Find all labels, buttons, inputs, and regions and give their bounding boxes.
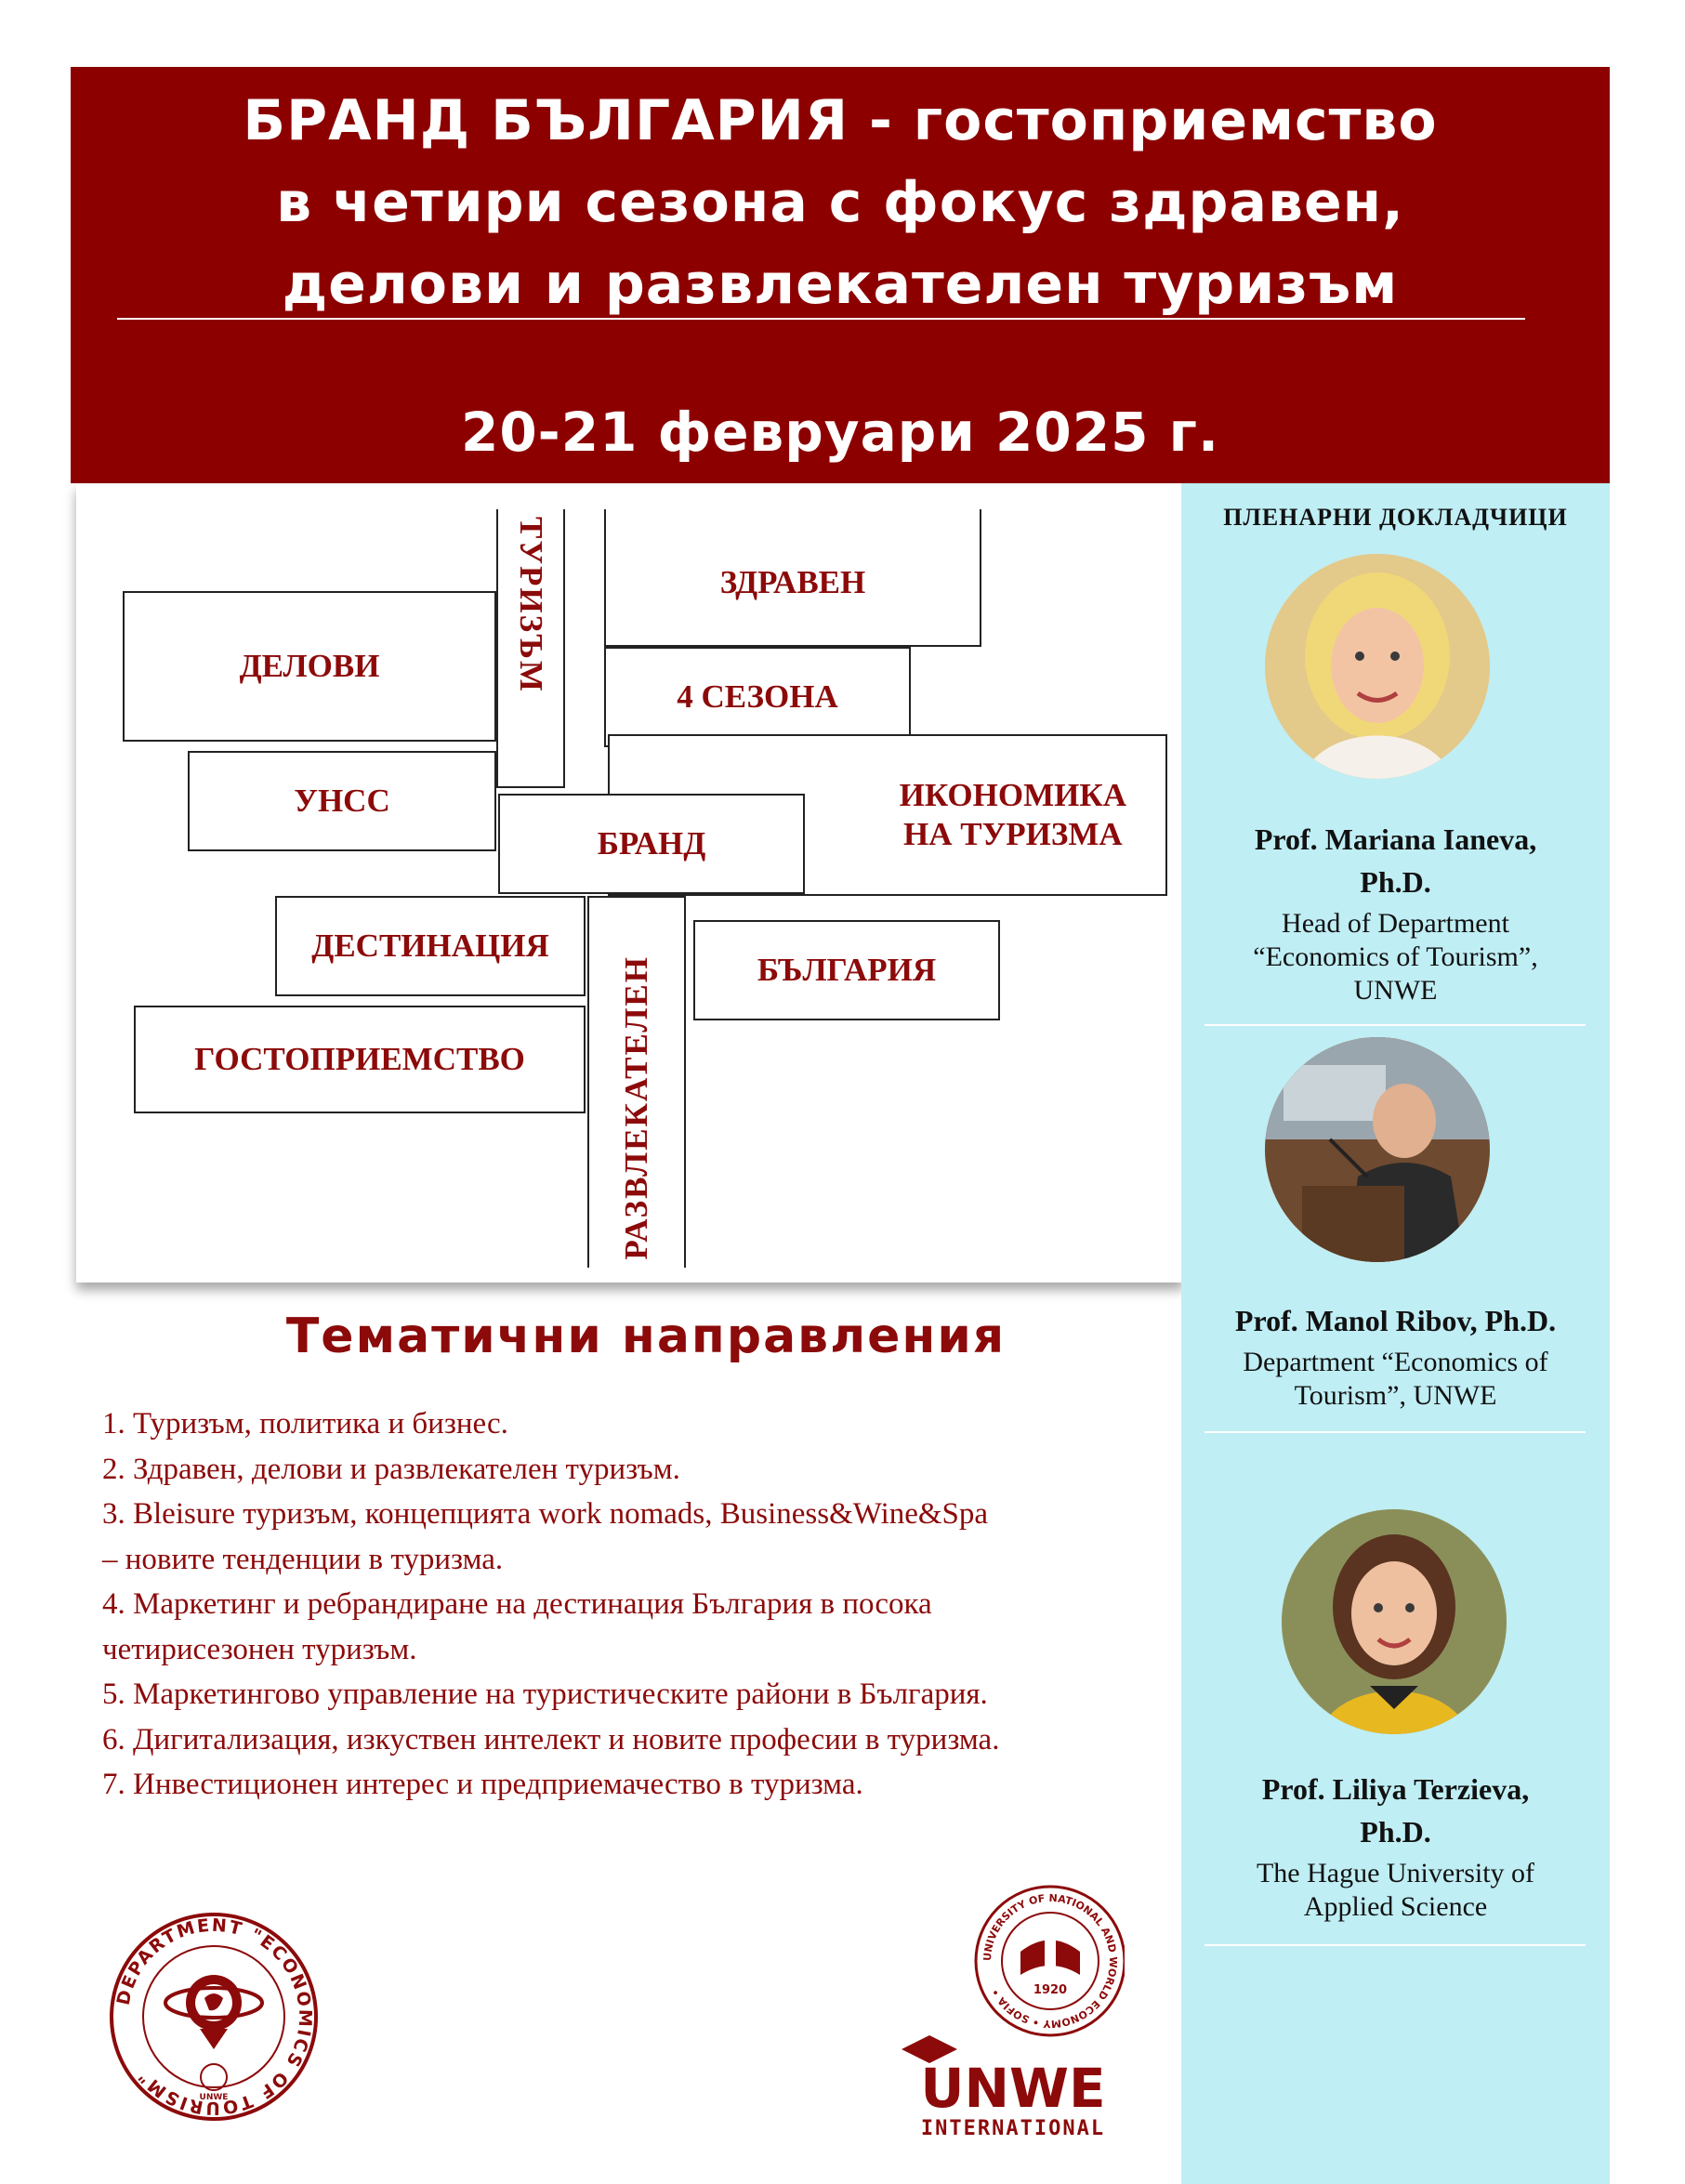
banner-divider bbox=[117, 318, 1525, 320]
speaker-3-name-line-1: Prof. Liliya Terzieva, bbox=[1261, 1772, 1530, 1806]
department-logo-ring-text: DEPARTMENT "ECONOMICS OF TOURISM" bbox=[112, 1914, 316, 2119]
title-banner bbox=[71, 67, 1610, 483]
word-box-destinacia bbox=[275, 896, 586, 996]
word-razvlekatelen: РАЗВЛЕКАТЕЛЕН bbox=[618, 955, 654, 1260]
speaker-1-photo bbox=[1265, 554, 1490, 779]
theme-line: 1. Туризъм, политика и бизнес. bbox=[102, 1407, 508, 1441]
word-ikonomika bbox=[900, 776, 1126, 854]
word-delovi: ДЕЛОВИ bbox=[239, 648, 380, 684]
word-ikonomika-line-2: НА ТУРИЗМА bbox=[903, 816, 1123, 852]
speaker-2-name: Prof. Manol Ribov, Ph.D. bbox=[1234, 1304, 1557, 1337]
word-box-zdraven bbox=[604, 509, 981, 647]
theme-line: 5. Маркетингово управление на туристическите райони в България. bbox=[102, 1677, 988, 1711]
word-four-seasons: 4 СЕЗОНА bbox=[677, 678, 838, 715]
word-gostopriemstvo: ГОСТОПРИЕМСТВО bbox=[194, 1041, 525, 1077]
theme-line: 7. Инвестиционен интерес и предприемачество в туризма. bbox=[102, 1768, 863, 1801]
speaker-2-photo bbox=[1265, 1037, 1490, 1262]
word-box-razvlekatelen bbox=[587, 896, 686, 1268]
word-box-turizam bbox=[496, 509, 565, 788]
speaker-divider bbox=[1205, 1024, 1586, 1026]
department-logo-icon bbox=[107, 1910, 321, 2124]
word-box-brand bbox=[498, 794, 805, 894]
word-zdraven: ЗДРАВЕН bbox=[719, 564, 866, 600]
unwe-logo-wordmark: UNWE bbox=[920, 2057, 1106, 2120]
unwe-logo-icon bbox=[902, 1863, 1125, 2142]
speaker-1-role-line-1: Head of Department bbox=[1282, 908, 1509, 939]
unwe-logo-ring-text: UNIVERSITY OF NATIONAL AND WORLD ECONOMY • SOFIA • bbox=[981, 1891, 1120, 2031]
speaker-3-role-line-2: Applied Science bbox=[1303, 1891, 1488, 1922]
theme-line: 4. Маркетинг и ребрандиране на дестинация България в посока bbox=[102, 1587, 932, 1621]
theme-line: 2. Здравен, делови и развлекателен туризъм. bbox=[102, 1452, 680, 1486]
speaker-2-role bbox=[1181, 1346, 1610, 1413]
keyword-diagram bbox=[76, 483, 1184, 1283]
unwe-logo-subtitle: INTERNATIONAL bbox=[920, 2117, 1106, 2140]
word-box-bulgaria bbox=[693, 920, 1000, 1020]
speaker-3-role-line-1: The Hague University of bbox=[1256, 1858, 1535, 1888]
title-line-3: делови и развлекателен туризъм bbox=[282, 252, 1399, 317]
word-bulgaria: БЪЛГАРИЯ bbox=[757, 952, 937, 988]
word-box-delovi bbox=[123, 591, 496, 742]
event-date: 20-21 февруари 2025 г. bbox=[460, 401, 1220, 464]
speaker-3-name bbox=[1181, 1768, 1610, 1853]
speaker-2-role-line-1: Department “Economics of bbox=[1243, 1347, 1548, 1377]
word-box-gostopriemstvo bbox=[134, 1006, 586, 1113]
speaker-3-name-line-2: Ph.D. bbox=[1360, 1815, 1431, 1849]
title-line-2: в четири сезона с фокус здравен, bbox=[276, 170, 1404, 235]
word-box-four-seasons bbox=[604, 647, 911, 747]
word-destinacia: ДЕСТИНАЦИЯ bbox=[311, 928, 549, 964]
unwe-logo bbox=[902, 1863, 1125, 2142]
theme-line: 3. Bleisure туризъм, концепцията work nomads, Business&Wine&Spa bbox=[102, 1497, 989, 1531]
theme-line: четирисезонен туризъм. bbox=[102, 1632, 417, 1666]
speaker-1-role bbox=[1181, 907, 1610, 1007]
word-box-unss bbox=[188, 751, 496, 851]
speaker-1-role-line-2: “Economics of Tourism”, bbox=[1253, 941, 1538, 972]
speaker-divider bbox=[1205, 1431, 1586, 1433]
unwe-logo-year: 1920 bbox=[1033, 1983, 1068, 1997]
event-title bbox=[71, 80, 1610, 325]
portrait-2-icon bbox=[1265, 1037, 1490, 1262]
speaker-1-name-line-1: Prof. Mariana Ianeva, bbox=[1254, 822, 1537, 856]
word-unss: УНСС bbox=[294, 783, 390, 819]
word-ikonomika-line-1: ИКОНОМИКА bbox=[899, 777, 1126, 813]
speaker-1-name-line-2: Ph.D. bbox=[1360, 865, 1431, 899]
themes-heading: Тематични направления bbox=[285, 1309, 1007, 1364]
word-brand: БРАНД bbox=[597, 825, 706, 862]
speaker-3-role bbox=[1181, 1857, 1610, 1924]
theme-line: 6. Дигитализация, изкуствен интелект и новите професии в туризма. bbox=[102, 1722, 1000, 1756]
speaker-1-name bbox=[1181, 818, 1610, 903]
department-logo-sub: UNWE bbox=[199, 2093, 229, 2102]
speaker-3-photo bbox=[1282, 1509, 1507, 1734]
department-logo bbox=[107, 1910, 321, 2124]
word-turizam: ТУРИЗЪМ bbox=[513, 517, 549, 693]
themes-list bbox=[102, 1401, 1180, 1808]
portrait-3-icon bbox=[1282, 1509, 1507, 1734]
theme-line: – новите тенденции в туризма. bbox=[102, 1542, 504, 1576]
speaker-2-role-line-2: Tourism”, UNWE bbox=[1294, 1380, 1497, 1411]
speakers-heading: ПЛЕНАРНИ ДОКЛАДЧИЦИ bbox=[1223, 504, 1568, 531]
title-line-1: БРАНД БЪЛГАРИЯ - гостоприемство bbox=[243, 88, 1438, 153]
speakers-sidebar bbox=[1181, 483, 1610, 2184]
speaker-1-role-line-3: UNWE bbox=[1353, 975, 1438, 1006]
speaker-divider bbox=[1205, 1944, 1586, 1946]
portrait-1-icon bbox=[1265, 554, 1490, 779]
